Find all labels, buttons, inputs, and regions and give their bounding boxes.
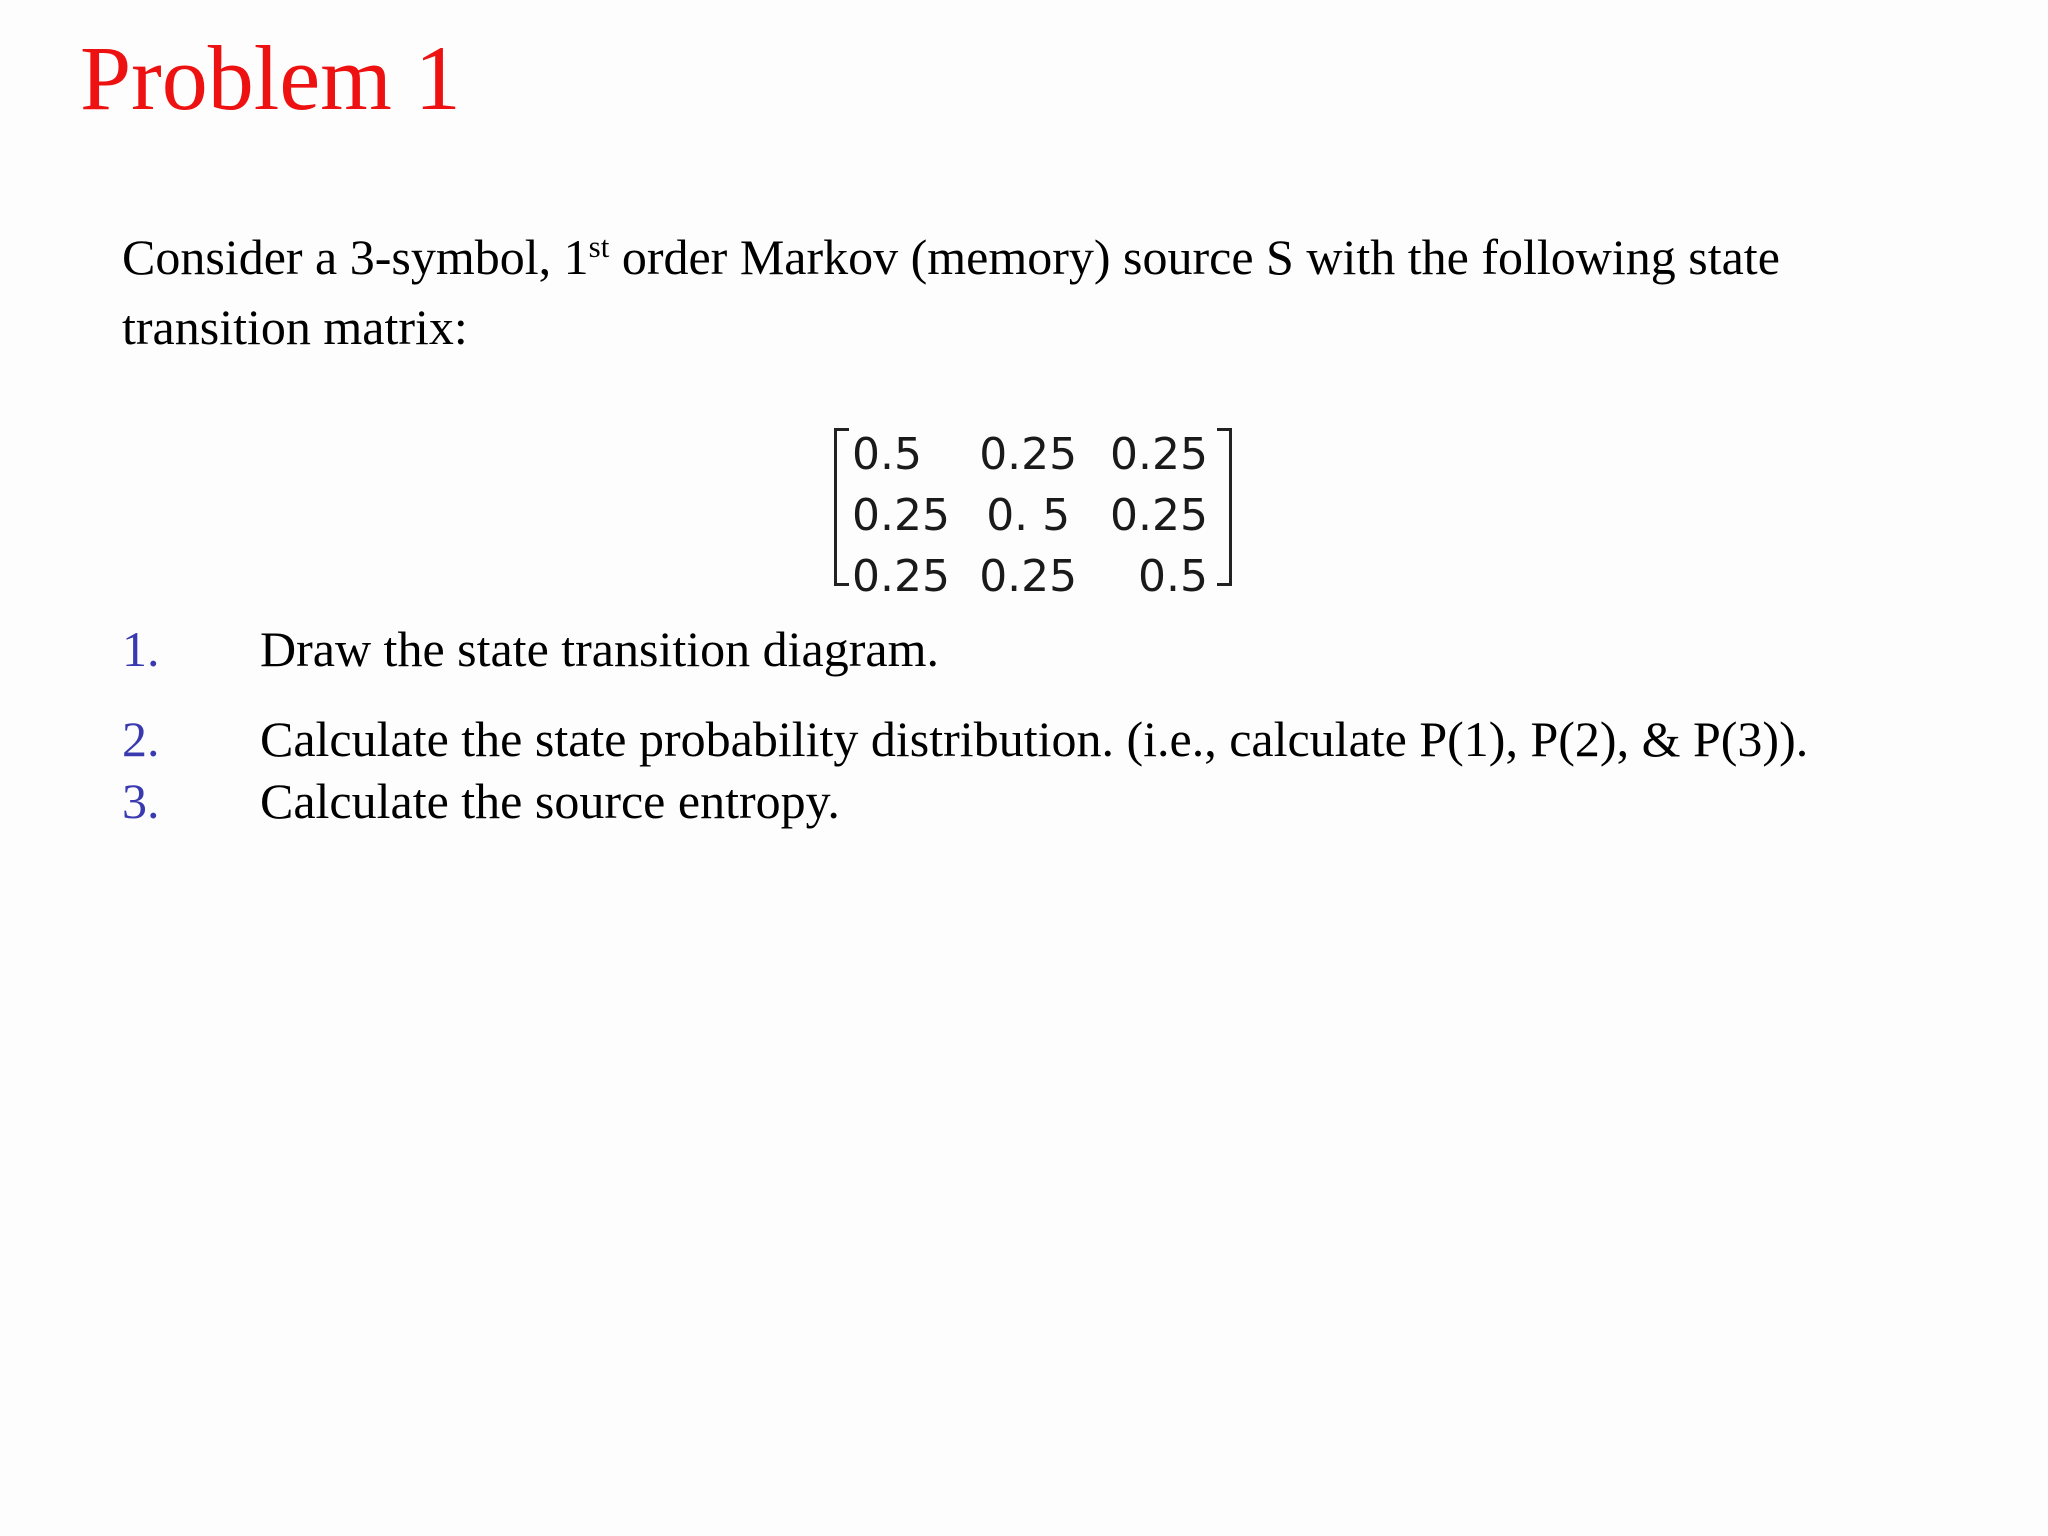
list-item-text: Calculate the source entropy. (260, 773, 840, 829)
statement-text-part1: Consider a 3-symbol, 1 (122, 229, 589, 285)
matrix-row (834, 546, 1232, 607)
matrix-row (834, 424, 1232, 485)
matrix-table (834, 424, 1232, 607)
statement-text-line2: transition matrix: (122, 299, 468, 355)
list-item-number: 2. (122, 711, 160, 767)
matrix-cell: 0.25 (852, 490, 950, 541)
list-item-text: Draw the state transition diagram. (260, 621, 939, 677)
statement-text-part2: order Markov (memory) source S with the following state (609, 229, 1780, 285)
list-item-number: 1. (122, 621, 160, 677)
matrix-cell: 0.25 (979, 551, 1078, 602)
matrix-cell: 0.25 (979, 429, 1078, 480)
problem-statement (122, 222, 1922, 362)
matrix-cell: 0.25 (1110, 429, 1208, 480)
matrix-cell: 0.5 (1138, 551, 1208, 602)
list-item-number: 3. (122, 773, 160, 829)
matrix-cell: 0.25 (852, 551, 950, 602)
ordinal-superscript: st (588, 229, 610, 264)
matrix-cell: 0. 5 (986, 490, 1071, 541)
matrix-row (834, 485, 1232, 546)
slide-title: Problem 1 (80, 27, 461, 129)
list-item-text: Calculate the state probability distribution. (i.e., calculate P(1), P(2), & P(3)). (260, 711, 1809, 767)
matrix-cell: 0.25 (1110, 490, 1208, 541)
transition-matrix (834, 424, 1232, 602)
matrix-cell: 0.5 (852, 429, 922, 480)
